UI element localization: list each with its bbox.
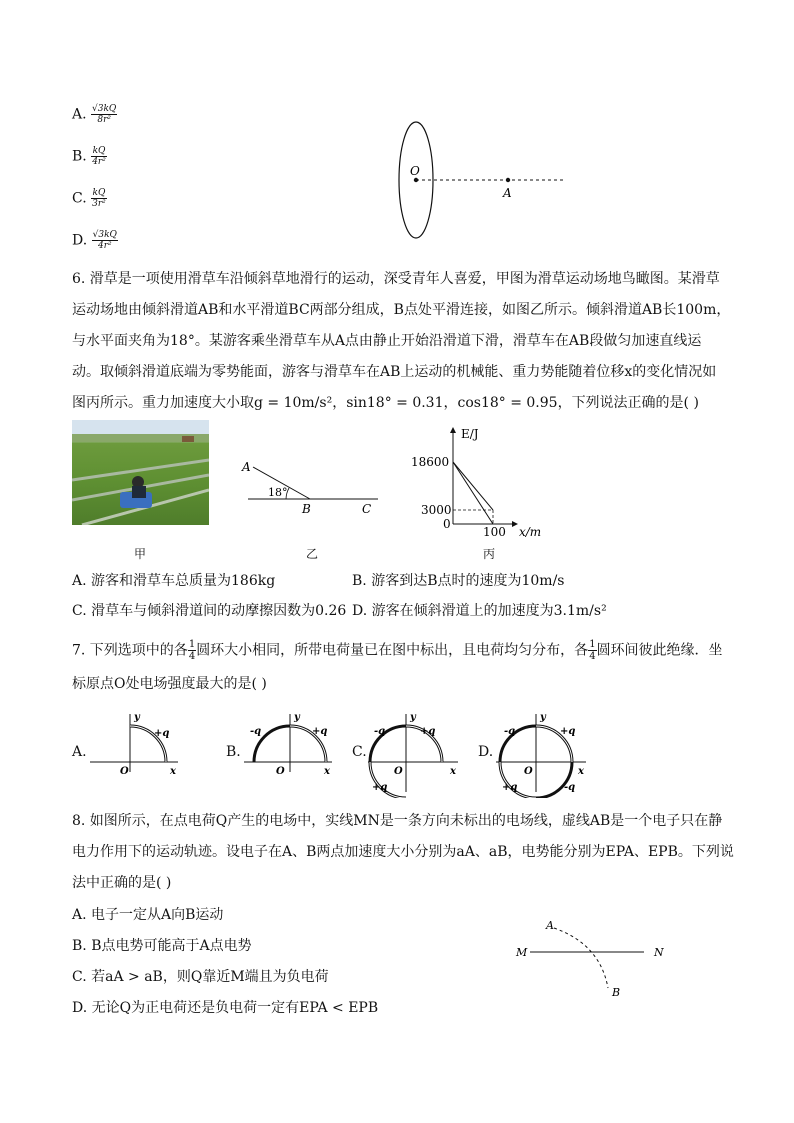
svg-text:-q: -q bbox=[374, 726, 386, 737]
q8-field-line-figure bbox=[508, 912, 678, 1002]
svg-text:O: O bbox=[120, 766, 129, 776]
q5-option-b: B. $\frac{kQ}{\text{4r²}}$ bbox=[72, 146, 106, 167]
svg-text:-q: -q bbox=[250, 726, 262, 737]
q5-option-b-fraction: $\frac{kQ}{\text{4r²}}$ bbox=[92, 146, 106, 167]
label-m: M bbox=[516, 946, 528, 959]
q8-line-3: 法中正确的是( ) bbox=[72, 875, 172, 891]
q6-photo-grass-slide bbox=[72, 420, 209, 525]
svg-text:O: O bbox=[394, 766, 403, 777]
caption-yi: 乙 bbox=[306, 547, 319, 561]
q5-ring-figure bbox=[390, 115, 580, 245]
point-a bbox=[506, 178, 510, 182]
q6-line-3: 与水平面夹角为18°。某游客乘坐滑草车从A点由静止开始沿滑道下滑，滑草车在AB段做匀加速直线运 bbox=[72, 333, 702, 349]
svg-text:+q: +q bbox=[372, 782, 388, 793]
q5-option-a-fraction: $\frac{√3kQ}{\text{8r²}}$ bbox=[92, 104, 117, 125]
label-o: O bbox=[410, 164, 420, 178]
svg-text:O: O bbox=[524, 766, 533, 777]
q6-slope-figure bbox=[238, 455, 383, 520]
q7-option-c-figure bbox=[366, 708, 466, 798]
q7-fraction-2: $\frac{1}{4}$ bbox=[589, 639, 596, 662]
svg-text:x: x bbox=[578, 766, 584, 777]
q7-line-2: 标原点O处电场强度最大的是( ) bbox=[72, 676, 267, 692]
label-a: A bbox=[242, 460, 251, 474]
q6-line-2: 运动场地由倾斜滑道AB和水平滑道BC两部分组成，B点处平滑连接，如图乙所示。倾斜滑道AB长100m， bbox=[72, 302, 731, 318]
q6-line-4: 动。取倾斜滑道底端为零势能面，游客与滑草车在AB上运动的机械能、重力势能随着位移x的变化情况如 bbox=[72, 364, 717, 380]
y-tick-18600: 18600 bbox=[411, 455, 450, 469]
svg-text:y: y bbox=[540, 712, 546, 723]
origin-label: 0 bbox=[443, 517, 451, 531]
svg-text:+q: +q bbox=[560, 726, 576, 737]
q8-line-1: 8. 如图所示，在点电荷Q产生的电场中，实线MN是一条方向未标出的电场线，虚线AB是一个电子只在静 bbox=[72, 813, 723, 829]
mechanical-energy-line bbox=[453, 462, 493, 510]
q6-option-a: A. 游客和滑草车总质量为186kg bbox=[72, 573, 276, 589]
q7-option-b-label: B. bbox=[226, 744, 241, 760]
q5-option-a: A. $\frac{√3kQ}{\text{8r²}}$ bbox=[72, 104, 117, 125]
q7-option-d-figure bbox=[494, 708, 594, 798]
q8-line-2: 电力作用下的运动轨迹。设电子在A、B两点加速度大小分别为aA、aB，电势能分别为EPA、EPB。下列说 bbox=[72, 844, 734, 860]
point-o bbox=[414, 178, 418, 182]
q6-line-5: 图丙所示。重力加速度大小取g = 10m/s²，sin18° = 0.31，cos18° = 0.95，下列说法正确的是( ) bbox=[72, 395, 699, 411]
label-angle: 18° bbox=[268, 486, 288, 499]
caption-bing: 丙 bbox=[483, 547, 496, 561]
q8-option-d: D. 无论Q为正电荷还是负电荷一定有EPA < EPB bbox=[72, 1000, 379, 1016]
q6-energy-graph bbox=[405, 422, 555, 542]
label-n: N bbox=[654, 946, 664, 959]
svg-text:y: y bbox=[410, 712, 416, 723]
svg-text:x: x bbox=[170, 766, 176, 776]
q6-option-d: D. 游客在倾斜滑道上的加速度为3.1m/s² bbox=[352, 603, 607, 619]
x-axis-label: x/m bbox=[519, 525, 542, 539]
svg-text:+q: +q bbox=[420, 726, 436, 737]
q7-option-a-label: A. bbox=[72, 744, 87, 760]
svg-text:x: x bbox=[324, 766, 330, 776]
q6-option-c: C. 滑草车与倾斜滑道间的动摩擦因数为0.26 bbox=[72, 603, 347, 619]
q7-option-a-figure bbox=[88, 708, 188, 776]
q5-option-c-fraction: $\frac{kQ}{\text{3r²}}$ bbox=[92, 188, 106, 209]
q8-option-b: B. B点电势可能高于A点电势 bbox=[72, 938, 252, 954]
potential-energy-line bbox=[453, 462, 493, 524]
label-c: C bbox=[362, 502, 372, 516]
label-a: A bbox=[546, 919, 554, 932]
q5-option-d-fraction: $\frac{√3kQ}{\text{4r²}}$ bbox=[92, 230, 117, 251]
svg-text:-q: -q bbox=[564, 782, 576, 793]
caption-jia: 甲 bbox=[134, 547, 147, 561]
q8-option-c: C. 若aA > aB，则Q靠近M端且为负电荷 bbox=[72, 969, 329, 985]
svg-text:+q: +q bbox=[312, 726, 328, 737]
q6-line-1: 6. 滑草是一项使用滑草车沿倾斜草地滑行的运动，深受青年人喜爱，甲图为滑草运动场地鸟瞰图。某滑草 bbox=[72, 271, 720, 287]
svg-text:y: y bbox=[134, 712, 140, 723]
svg-text:O: O bbox=[276, 766, 285, 776]
x-tick-100: 100 bbox=[483, 525, 506, 539]
svg-text:y: y bbox=[294, 712, 300, 723]
q7-line-1: 7. 下列选项中的各 $\frac{1}{4}$ 圆环大小相同，所带电荷量已在图中标出，且电荷均匀分布，各 $\frac{1}{4}$ 圆环间彼此绝缘．坐 bbox=[72, 639, 723, 662]
q7-option-d-label: D. bbox=[478, 744, 494, 760]
q8-option-a: A. 电子一定从A向B运动 bbox=[72, 907, 224, 923]
trajectory-ab bbox=[554, 928, 608, 988]
svg-text:+q: +q bbox=[502, 782, 518, 793]
svg-text:x: x bbox=[450, 766, 456, 777]
y-tick-3000: 3000 bbox=[421, 503, 452, 517]
photo-illustration bbox=[72, 420, 209, 525]
svg-text:+q: +q bbox=[154, 728, 170, 739]
y-axis-label: E/J bbox=[461, 427, 479, 441]
q6-option-b: B. 游客到达B点时的速度为10m/s bbox=[352, 573, 565, 589]
q7-fraction-1: $\frac{1}{4}$ bbox=[188, 639, 196, 662]
q7-option-b-figure bbox=[240, 708, 340, 776]
q7-option-c-label: C. bbox=[352, 744, 367, 760]
label-a: A bbox=[503, 186, 512, 200]
label-b: B bbox=[612, 986, 621, 999]
q5-option-c: C. $\frac{kQ}{\text{3r²}}$ bbox=[72, 188, 106, 209]
label-b: B bbox=[302, 502, 311, 516]
svg-text:-q: -q bbox=[504, 726, 516, 737]
q5-option-d: D. $\frac{√3kQ}{\text{4r²}}$ bbox=[72, 230, 117, 251]
